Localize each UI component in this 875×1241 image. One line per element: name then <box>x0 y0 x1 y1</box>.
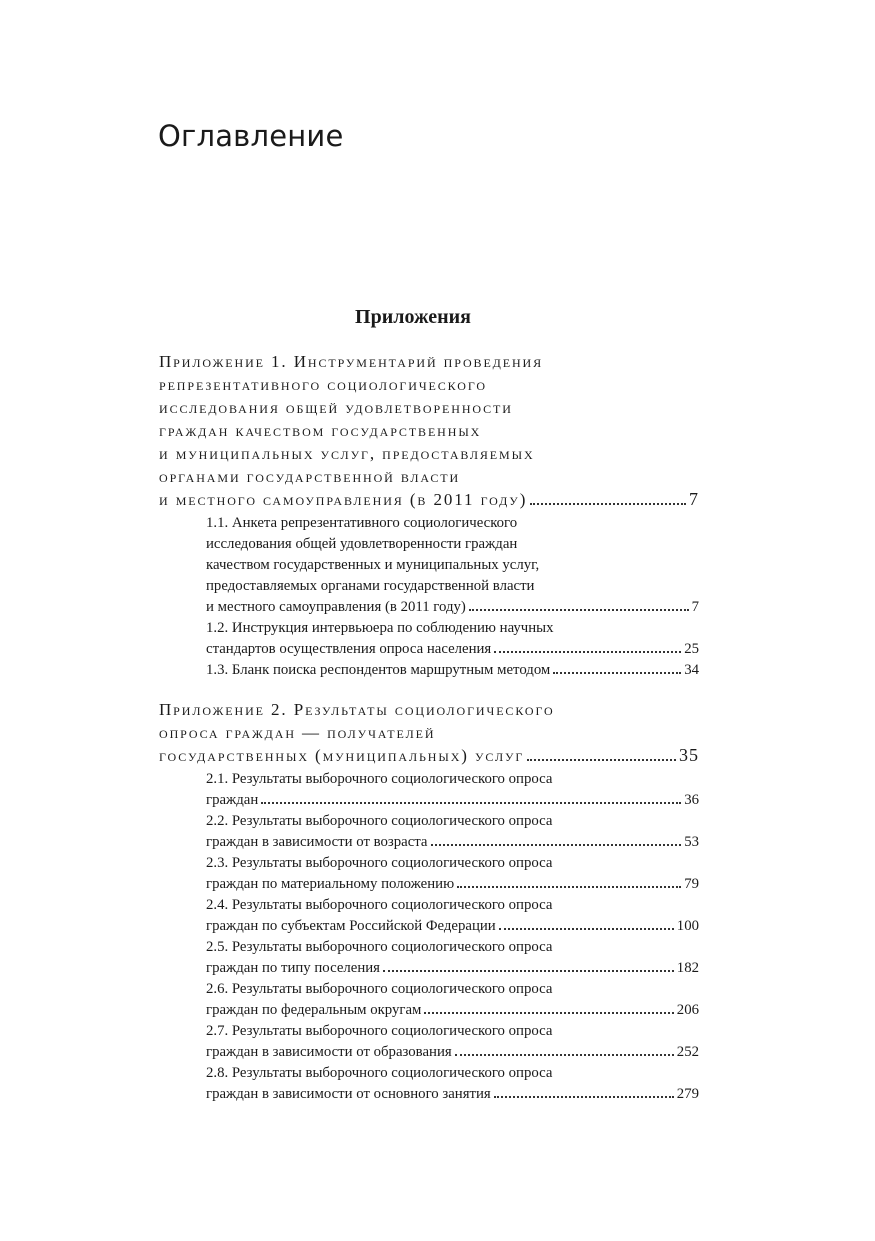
toc-entry-text: стандартов осуществления опроса населения <box>206 641 492 657</box>
toc-entry-last-line <box>206 1042 699 1063</box>
page-number: 25 <box>684 641 699 657</box>
toc-entry-last-line <box>206 639 699 660</box>
toc-entry-text: граждан по субъектам Российской Федерации <box>206 918 496 934</box>
toc-entry[interactable] <box>206 769 699 811</box>
page-number: 36 <box>684 792 699 808</box>
toc-entry-line: 2.4. Результаты выборочного социологического опроса <box>206 897 553 913</box>
toc-entry[interactable] <box>206 513 699 618</box>
page-number: 79 <box>684 876 699 892</box>
toc-entry-last-line <box>206 916 699 937</box>
section-heading: Приложения <box>355 306 471 328</box>
toc-entry-last-line <box>206 790 699 811</box>
dot-leader <box>383 970 674 972</box>
toc-entry-text: граждан в зависимости от возраста <box>206 834 428 850</box>
toc-entry[interactable] <box>206 1021 699 1063</box>
dot-leader <box>527 759 676 761</box>
page-title: Оглавление <box>158 119 344 154</box>
toc-part-line: и муниципальных услуг, предоставляемых <box>159 444 535 463</box>
toc-entry-last-line <box>206 1084 699 1105</box>
toc-entry-text: граждан по федеральным округам <box>206 1002 422 1018</box>
page-number: 35 <box>679 745 699 765</box>
toc-part-text: государственных (муниципальных) услуг <box>159 746 525 765</box>
toc-entry[interactable] <box>206 979 699 1021</box>
dot-leader <box>494 651 681 653</box>
toc-entry-last-line <box>206 660 699 681</box>
toc-entry-text: 1.3. Бланк поиска респондентов маршрутным методом <box>206 662 551 678</box>
toc-entry[interactable] <box>206 660 699 681</box>
toc-entry[interactable] <box>206 895 699 937</box>
dot-leader <box>457 886 681 888</box>
dot-leader <box>530 503 686 505</box>
toc-entry-text: граждан по типу поселения <box>206 960 380 976</box>
toc-entry[interactable] <box>206 618 699 660</box>
toc-entry-line: 1.1. Анкета репрезентативного социологического <box>206 515 518 531</box>
toc-entry-text: и местного самоуправления (в 2011 году) <box>206 599 466 615</box>
page-number: 7 <box>691 599 699 615</box>
toc-part-line: опроса граждан — получателей <box>159 723 436 742</box>
toc-part[interactable] <box>159 698 699 767</box>
toc-entry-last-line <box>206 1000 699 1021</box>
page-number: 182 <box>676 960 699 976</box>
toc-entry[interactable] <box>206 937 699 979</box>
toc-entry[interactable] <box>206 1063 699 1105</box>
toc-subsection-list <box>159 513 699 681</box>
dot-leader <box>455 1054 674 1056</box>
toc-part-text: и местного самоуправления (в 2011 году) <box>159 490 528 509</box>
page-number: 7 <box>689 489 699 509</box>
toc-part[interactable] <box>159 350 699 511</box>
page-number: 34 <box>684 662 699 678</box>
page-number: 279 <box>676 1086 699 1102</box>
dot-leader <box>424 1012 673 1014</box>
page-number: 53 <box>684 834 699 850</box>
toc-entry-line: 2.7. Результаты выборочного социологического опроса <box>206 1023 553 1039</box>
toc-part-line: репрезентативного социологического <box>159 375 487 394</box>
dot-leader <box>469 609 689 611</box>
toc-entry-line: 2.2. Результаты выборочного социологического опроса <box>206 813 553 829</box>
toc-part-line: Приложение 1. Инструментарий проведения <box>159 352 544 371</box>
toc-entry-text: граждан по материальному положению <box>206 876 455 892</box>
toc-entry-line: 2.8. Результаты выборочного социологического опроса <box>206 1065 553 1081</box>
page-number: 252 <box>676 1044 699 1060</box>
toc-entry-last-line <box>206 874 699 895</box>
toc-entry[interactable] <box>206 853 699 895</box>
toc-entry-last-line <box>206 958 699 979</box>
toc-entry-line: предоставляемых органами государственной власти <box>206 578 535 594</box>
toc-entry-text: граждан <box>206 792 259 808</box>
dot-leader <box>499 928 674 930</box>
page-number: 100 <box>676 918 699 934</box>
page-number: 206 <box>676 1002 699 1018</box>
toc-entry-line: качеством государственных и муниципальных услуг, <box>206 557 540 573</box>
toc-entry-line: 2.6. Результаты выборочного социологического опроса <box>206 981 553 997</box>
toc-part-line: Приложение 2. Результаты социологического <box>159 700 555 719</box>
toc-part-line: исследования общей удовлетворенности <box>159 398 513 417</box>
dot-leader <box>494 1096 674 1098</box>
toc-entry-last-line <box>206 597 699 618</box>
toc-entry[interactable] <box>206 811 699 853</box>
toc-part-line: органами государственной власти <box>159 467 461 486</box>
toc-entry-last-line <box>206 832 699 853</box>
toc-part-last-line <box>159 488 699 511</box>
toc-entry-line: 1.2. Инструкция интервьюера по соблюдению научных <box>206 620 554 636</box>
dot-leader <box>431 844 682 846</box>
toc-entry-line: 2.3. Результаты выборочного социологического опроса <box>206 855 553 871</box>
table-of-contents <box>159 350 699 1105</box>
toc-entry-text: граждан в зависимости от основного занятия <box>206 1086 491 1102</box>
toc-part-line: граждан качеством государственных <box>159 421 482 440</box>
toc-entry-line: 2.5. Результаты выборочного социологического опроса <box>206 939 553 955</box>
dot-leader <box>261 802 681 804</box>
toc-entry-line: 2.1. Результаты выборочного социологического опроса <box>206 771 553 787</box>
toc-subsection-list <box>159 769 699 1105</box>
dot-leader <box>553 672 681 674</box>
toc-part-last-line <box>159 744 699 767</box>
toc-entry-text: граждан в зависимости от образования <box>206 1044 452 1060</box>
toc-entry-line: исследования общей удовлетворенности граждан <box>206 536 518 552</box>
